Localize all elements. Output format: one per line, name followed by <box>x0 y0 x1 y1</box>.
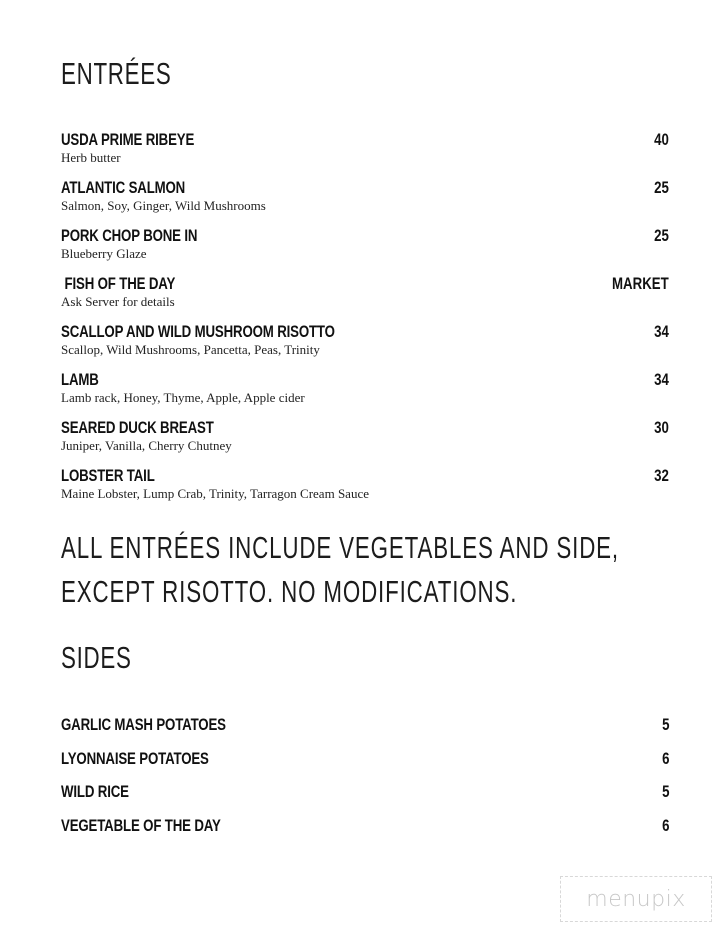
item-name: SCALLOP AND WILD MUSHROOM RISOTTO <box>61 322 335 341</box>
side-item <box>61 816 669 840</box>
item-name: LOBSTER TAIL <box>61 466 155 485</box>
side-price: 6 <box>661 749 669 768</box>
item-description: Blueberry Glaze <box>61 246 147 261</box>
note-line: ALL ENTRÉES INCLUDE VEGETABLES AND SIDE, <box>61 530 620 565</box>
item-price: 34 <box>654 322 669 341</box>
item-description: Maine Lobster, Lump Crab, Trinity, Tarragon Cream Sauce <box>61 486 369 501</box>
side-name: VEGETABLE OF THE DAY <box>61 816 221 835</box>
side-item <box>61 749 669 773</box>
side-item <box>61 782 669 806</box>
item-name: USDA PRIME RIBEYE <box>61 130 195 149</box>
item-price: 40 <box>654 130 669 149</box>
item-price: 34 <box>654 370 669 389</box>
menupix-watermark: menupix <box>560 876 712 922</box>
item-description: Salmon, Soy, Ginger, Wild Mushrooms <box>61 198 266 213</box>
item-name: FISH OF THE DAY <box>61 274 176 293</box>
item-price: 25 <box>654 178 669 197</box>
item-price: MARKET <box>612 274 669 293</box>
side-price: 6 <box>661 816 669 835</box>
item-price: 30 <box>654 418 669 437</box>
menu-item <box>61 322 669 362</box>
sides-heading: SIDES <box>61 640 132 675</box>
item-name: SEARED DUCK BREAST <box>61 418 214 437</box>
side-name: GARLIC MASH POTATOES <box>61 715 226 734</box>
item-description: Lamb rack, Honey, Thyme, Apple, Apple cider <box>61 390 305 405</box>
menu-item <box>61 370 669 410</box>
item-name: ATLANTIC SALMON <box>61 178 186 197</box>
side-item <box>61 715 669 739</box>
side-price: 5 <box>661 782 669 801</box>
menu-item <box>61 226 669 266</box>
note-line: EXCEPT RISOTTO. NO MODIFICATIONS. <box>61 574 518 609</box>
item-name: PORK CHOP BONE IN <box>61 226 198 245</box>
item-description: Scallop, Wild Mushrooms, Pancetta, Peas, Trinity <box>61 342 320 357</box>
menu-item <box>61 466 669 506</box>
item-price: 25 <box>654 226 669 245</box>
side-name: WILD RICE <box>61 782 129 801</box>
item-price: 32 <box>654 466 669 485</box>
side-price: 5 <box>661 715 669 734</box>
entrees-note <box>61 526 619 614</box>
menu-item <box>61 130 669 170</box>
menu-item <box>61 418 669 458</box>
item-description: Ask Server for details <box>61 294 175 309</box>
menu-item <box>61 274 669 314</box>
entrees-heading: ENTRÉES <box>61 56 172 91</box>
item-name: LAMB <box>61 370 99 389</box>
side-name: LYONNAISE POTATOES <box>61 749 209 768</box>
item-description: Juniper, Vanilla, Cherry Chutney <box>61 438 232 453</box>
item-description: Herb butter <box>61 150 121 165</box>
menu-item <box>61 178 669 218</box>
